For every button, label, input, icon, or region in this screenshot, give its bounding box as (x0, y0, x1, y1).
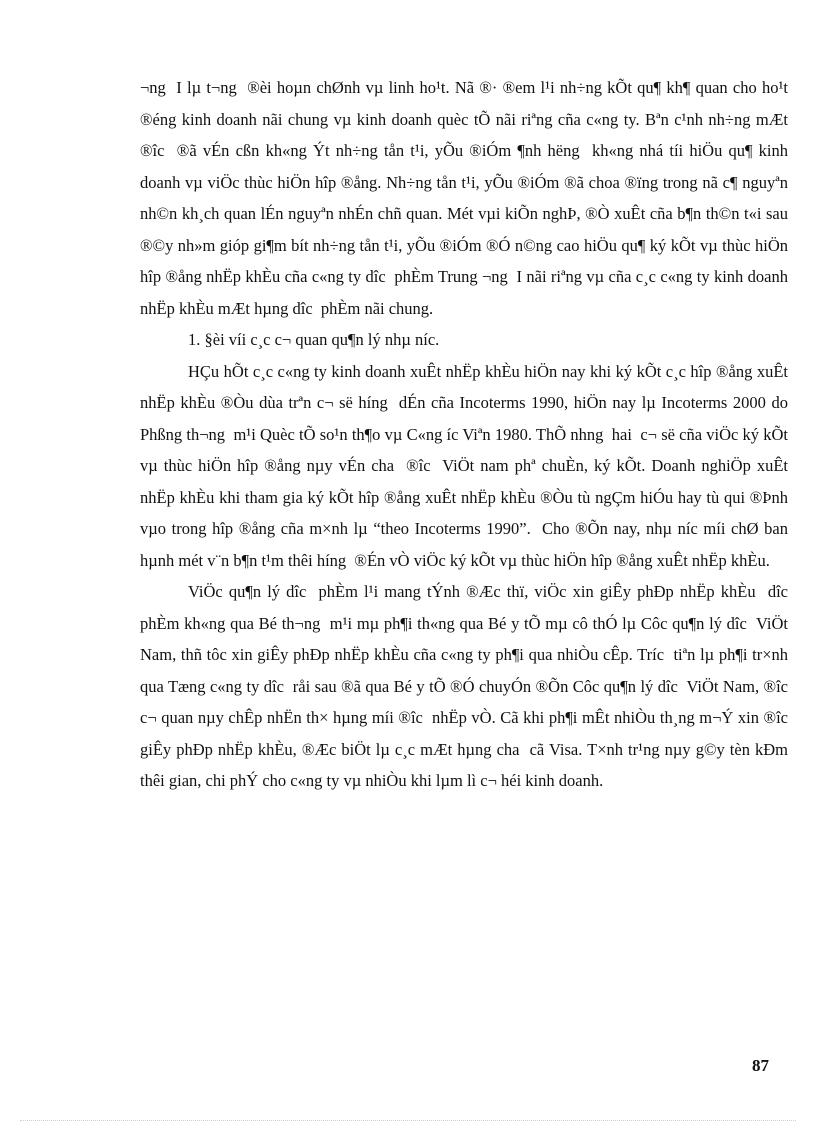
page-number: 87 (752, 1056, 769, 1075)
paragraph-4: ViÖc qu¶n lý dîc phÈm l¹i mang tÝnh ®Æc thï, viÖc xin giÊy phÐp nhËp khÈu dîc phÈm kh«ng qua Bé th¬ng m¹i mµ ph¶i th«ng qua Bé y tÕ mµ cô thÓ lµ Côc qu¶n lý dîc ViÖt Nam, thñ tôc xin giÊy phÐp nhËp khÈu cña c«ng ty ph¶i qua nhiÒu cÊp. Tríc tiªn lµ ph¶i tr×nh qua Tæng c«ng ty dîc råi sau ®ã qua Bé y tÕ ®Ó chuyÓn ®Õn Côc qu¶n lý dîc ViÖt Nam, ®îc c¬ quan nµy chÊp nhËn th× hµng míi ®îc nhËp vÒ. Cã khi ph¶i mÊt nhiÒu th¸ng m¬Ý xin ®îc giÊy phÐp nhËp khÈu, ®Æc biÖt lµ c¸c mÆt hµng cha cã Visa. T×nh tr¹ng nµy g©y tèn kÐm thêi gian, chi phÝ cho c«ng ty vµ nhiÒu khi lµm lì c¬ héi kinh doanh. (140, 582, 797, 790)
paragraph-2-heading: 1. §èi víi c¸c c¬ quan qu¶n lý nhµ níc. (188, 330, 440, 349)
footer-divider (20, 1120, 796, 1121)
page-body (140, 72, 797, 797)
paragraph-1: ¬ng I lµ t¬ng ®èi hoµn chØnh vµ linh ho¹t. Nã ®· ®em l¹i nh÷ng kÕt qu¶ kh¶ quan cho ho¹t ®éng kinh doanh nãi chung vµ kinh doanh quèc tÕ nãi riªng cña c«ng ty. Bªn c¹nh nh÷ng mÆt ®îc ®ã vÉn cßn kh«ng Ýt nh÷ng tån t¹i, yÕu ®iÓm ¶nh hëng kh«ng nhá tíi hiÖu qu¶ kinh doanh vµ viÖc thùc hiÖn hîp ®ång. Nh÷ng tån t¹i, yÕu ®iÓm ®ã choa ®ïng trong nã c¶ nguyªn nh©n kh¸ch quan lÉn nguyªn nhÉn chñ quan. Mét vµi kiÕn nghÞ, ®Ò xuÊt cña b¶n th©n t«i sau ®©y nh»m gióp gi¶m bít nh÷ng tån t¹i, yÕu ®iÓm ®Ó n©ng cao hiÖu qu¶ ký kÕt vµ thùc hiÖn hîp ®ång nhËp khÈu cña c«ng ty dîc phÈm Trung ¬ng I nãi riªng vµ cña c¸c c«ng ty kinh doanh nhËp khÈu mÆt hµng dîc phÈm nãi chung. (140, 78, 793, 318)
paragraph-3: HÇu hÕt c¸c c«ng ty kinh doanh xuÊt nhËp khÈu hiÖn nay khi ký kÕt c¸c hîp ®ång xuÊt nhËp khÈu ®Òu dùa trªn c¬ së híng dÉn cña Incoterms 1990, hiÖn nay lµ Incoterms 2000 do Phßng th¬ng m¹i Quèc tÕ so¹n th¶o vµ C«ng íc Viªn 1980. ThÕ nhng hai c¬ së cña viÖc ký kÕt vµ thùc hiÖn hîp ®ång nµy vÉn cha ®îc ViÖt nam phª chuÈn, ký kÕt. Doanh nghiÖp xuÊt nhËp khÈu khi tham gia ký kÕt hîp ®ång xuÊt nhËp khÈu ®Òu tù ngÇm hiÓu hay tù qui ®Þnh vµo trong hîp ®ång cña m×nh lµ “theo Incoterms 1990”. Cho ®Õn nay, nhµ níc míi chØ ban hµnh mét v¨n b¶n t¹m thêi híng ®Én vÒ viÖc ký kÕt vµ thùc hiÖn hîp ®ång xuÊt nhËp khÈu. (140, 361, 793, 570)
